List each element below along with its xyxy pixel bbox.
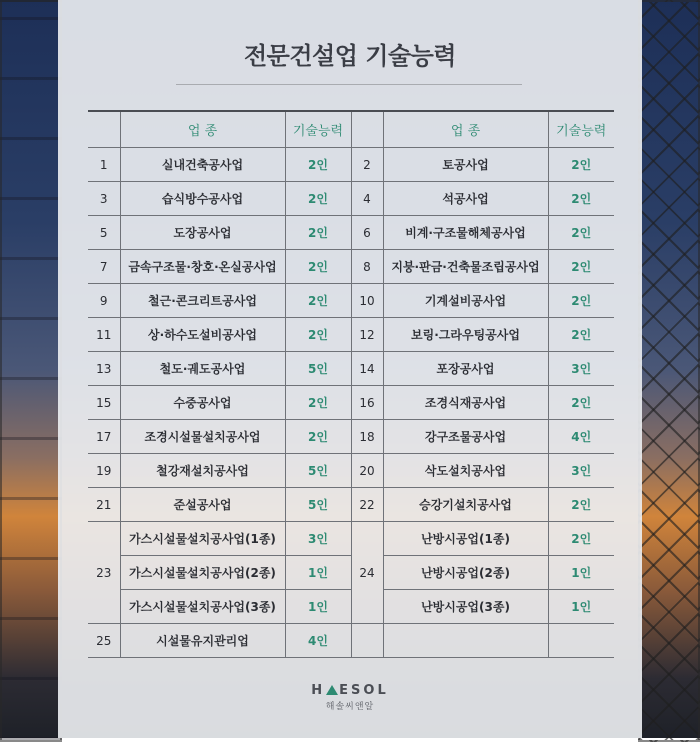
category-name: 실내건축공사업 — [120, 148, 285, 182]
row-number: 10 — [351, 284, 383, 318]
capability-count: 5인 — [285, 454, 351, 488]
category-name: 철근·콘크리트공사업 — [120, 284, 285, 318]
row-number: 16 — [351, 386, 383, 420]
category-name: 포장공사업 — [383, 352, 548, 386]
header-number-right — [351, 111, 383, 148]
capability-count: 2인 — [548, 250, 614, 284]
capability-count: 2인 — [548, 522, 614, 556]
category-name: 강구조물공사업 — [383, 420, 548, 454]
title-divider — [176, 84, 522, 85]
table-row — [88, 522, 614, 556]
category-name: 삭도설치공사업 — [383, 454, 548, 488]
row-number: 24 — [351, 522, 383, 624]
triangle-icon — [326, 685, 338, 695]
row-number: 21 — [88, 488, 120, 522]
table-row — [88, 216, 614, 250]
table-row — [88, 624, 614, 658]
row-number: 5 — [88, 216, 120, 250]
category-name: 석공사업 — [383, 182, 548, 216]
category-name: 도장공사업 — [120, 216, 285, 250]
category-name: 수중공사업 — [120, 386, 285, 420]
row-number: 3 — [88, 182, 120, 216]
category-name: 난방시공업(2종) — [383, 556, 548, 590]
capability-count: 2인 — [285, 284, 351, 318]
capability-count: 2인 — [548, 182, 614, 216]
row-number: 15 — [88, 386, 120, 420]
capability-count: 4인 — [285, 624, 351, 658]
capability-count: 2인 — [285, 216, 351, 250]
capability-count: 3인 — [285, 522, 351, 556]
row-number: 2 — [351, 148, 383, 182]
header-capability-right: 기술능력 — [548, 111, 614, 148]
row-number: 9 — [88, 284, 120, 318]
row-number: 18 — [351, 420, 383, 454]
capability-count: 2인 — [285, 420, 351, 454]
category-name: 가스시설물설치공사업(2종) — [120, 556, 285, 590]
table-row — [88, 284, 614, 318]
page-title: 전문건설업 기술능력 — [243, 42, 456, 70]
category-name: 난방시공업(3종) — [383, 590, 548, 624]
row-number: 11 — [88, 318, 120, 352]
row-number: 4 — [351, 182, 383, 216]
row-number: 25 — [88, 624, 120, 658]
header-category-left: 업 종 — [120, 111, 285, 148]
table-row — [88, 488, 614, 522]
empty-cell — [548, 624, 614, 658]
row-number: 6 — [351, 216, 383, 250]
capability-count: 1인 — [285, 556, 351, 590]
category-name: 조경식재공사업 — [383, 386, 548, 420]
content-panel — [58, 0, 642, 738]
capability-count: 2인 — [548, 386, 614, 420]
row-number: 17 — [88, 420, 120, 454]
capability-count: 5인 — [285, 488, 351, 522]
table-row — [88, 148, 614, 182]
capability-count: 2인 — [285, 318, 351, 352]
table-row — [88, 386, 614, 420]
capability-count: 2인 — [548, 318, 614, 352]
capability-count: 2인 — [548, 148, 614, 182]
table-row — [88, 420, 614, 454]
row-number: 12 — [351, 318, 383, 352]
logo-korean: 해솔씨앤알 — [325, 702, 375, 712]
category-name: 승강기설치공사업 — [383, 488, 548, 522]
category-name: 조경시설물설치공사업 — [120, 420, 285, 454]
capability-count: 2인 — [285, 386, 351, 420]
category-name: 기계설비공사업 — [383, 284, 548, 318]
capability-count: 2인 — [548, 284, 614, 318]
category-name: 철강재설치공사업 — [120, 454, 285, 488]
empty-cell — [351, 624, 383, 658]
capability-count: 1인 — [548, 556, 614, 590]
category-name: 지붕·판금·건축물조립공사업 — [383, 250, 548, 284]
capability-table — [88, 110, 614, 658]
category-name: 습식방수공사업 — [120, 182, 285, 216]
row-number: 8 — [351, 250, 383, 284]
category-name: 준설공사업 — [120, 488, 285, 522]
category-name: 가스시설물설치공사업(3종) — [120, 590, 285, 624]
capability-count: 2인 — [285, 250, 351, 284]
category-name: 보링·그라우팅공사업 — [383, 318, 548, 352]
category-name: 철도·궤도공사업 — [120, 352, 285, 386]
header-number-left — [88, 111, 120, 148]
table-header-row — [88, 111, 614, 148]
empty-cell — [383, 624, 548, 658]
row-number: 13 — [88, 352, 120, 386]
category-name: 난방시공업(1종) — [383, 522, 548, 556]
table-row — [88, 182, 614, 216]
header-capability-left: 기술능력 — [285, 111, 351, 148]
category-name: 토공사업 — [383, 148, 548, 182]
capability-count: 3인 — [548, 352, 614, 386]
table-row — [88, 250, 614, 284]
logo-letters: ESOL — [339, 683, 389, 698]
logo-letter: H — [311, 683, 326, 698]
crane-silhouette-right — [638, 0, 700, 742]
category-name: 금속구조물·창호·온실공사업 — [120, 250, 285, 284]
row-number: 14 — [351, 352, 383, 386]
table-row — [88, 454, 614, 488]
capability-count: 4인 — [548, 420, 614, 454]
capability-count: 2인 — [548, 216, 614, 250]
capability-count: 1인 — [285, 590, 351, 624]
building-silhouette-left — [0, 0, 62, 742]
capability-count: 2인 — [548, 488, 614, 522]
capability-count: 1인 — [548, 590, 614, 624]
row-number: 7 — [88, 250, 120, 284]
capability-count: 3인 — [548, 454, 614, 488]
header-category-right: 업 종 — [383, 111, 548, 148]
category-name: 가스시설물설치공사업(1종) — [120, 522, 285, 556]
company-logo — [58, 683, 642, 712]
row-number: 22 — [351, 488, 383, 522]
capability-count: 2인 — [285, 148, 351, 182]
category-name: 시설물유지관리업 — [120, 624, 285, 658]
row-number: 23 — [88, 522, 120, 624]
category-name: 비계·구조물해체공사업 — [383, 216, 548, 250]
capability-count: 2인 — [285, 182, 351, 216]
table-row — [88, 318, 614, 352]
row-number: 19 — [88, 454, 120, 488]
category-name: 상·하수도설비공사업 — [120, 318, 285, 352]
capability-count: 5인 — [285, 352, 351, 386]
row-number: 1 — [88, 148, 120, 182]
row-number: 20 — [351, 454, 383, 488]
table-row — [88, 352, 614, 386]
